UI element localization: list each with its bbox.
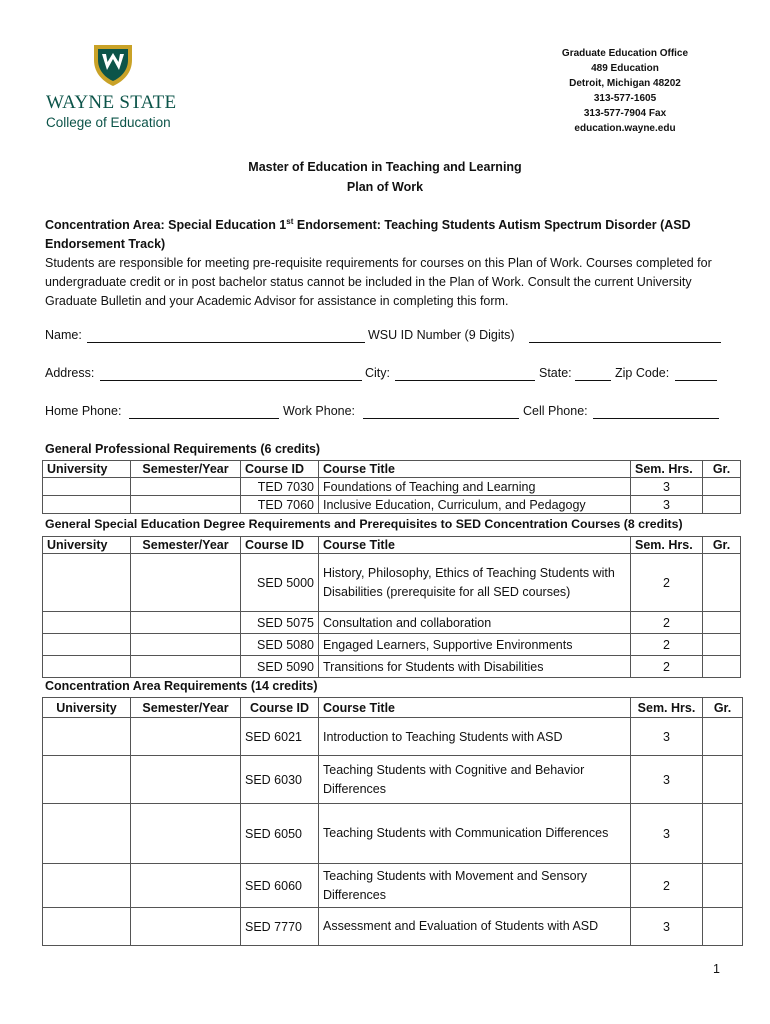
- state-label: State:: [539, 366, 572, 380]
- address-field[interactable]: [100, 366, 362, 381]
- sem-hrs: 2: [631, 656, 703, 678]
- grade-cell[interactable]: [703, 612, 741, 634]
- page-number: 1: [713, 962, 720, 976]
- col-grade: Gr.: [703, 537, 741, 554]
- university-cell[interactable]: [43, 634, 131, 656]
- table-row: [43, 612, 741, 634]
- col-grade: Gr.: [703, 461, 741, 478]
- col-semester: Semester/Year: [131, 698, 241, 718]
- office-address: [545, 46, 705, 136]
- grade-cell[interactable]: [703, 756, 743, 804]
- sem-hrs: 3: [631, 478, 703, 496]
- course-id: SED 5075: [241, 612, 319, 634]
- semester-cell[interactable]: [131, 908, 241, 946]
- course-id: SED 7770: [241, 908, 319, 946]
- home-phone-label: Home Phone:: [45, 404, 122, 418]
- col-semester: Semester/Year: [131, 461, 241, 478]
- col-sem-hrs: Sem. Hrs.: [631, 537, 703, 554]
- course-title: Engaged Learners, Supportive Environments: [319, 634, 631, 656]
- university-cell[interactable]: [43, 612, 131, 634]
- table-header-row: [43, 461, 741, 478]
- concentration-suffix: Endorsement: Teaching Students Autism Spectrum Disorder (ASD Endorsement Track): [45, 218, 691, 252]
- title-line-2: Plan of Work: [346, 180, 424, 194]
- course-title: Inclusive Education, Curriculum, and Pedagogy: [319, 496, 631, 514]
- zip-label: Zip Code:: [615, 366, 670, 380]
- table-row: [43, 634, 741, 656]
- university-cell[interactable]: [43, 908, 131, 946]
- grade-cell[interactable]: [703, 718, 743, 756]
- col-course-id: Course ID: [241, 461, 319, 478]
- semester-cell[interactable]: [131, 656, 241, 678]
- university-cell[interactable]: [43, 496, 131, 514]
- grade-cell[interactable]: [703, 908, 743, 946]
- university-cell[interactable]: [43, 656, 131, 678]
- table-row: [43, 864, 743, 908]
- col-university: University: [43, 461, 131, 478]
- work-phone-label: Work Phone:: [283, 404, 356, 418]
- sem-hrs: 2: [631, 634, 703, 656]
- table-row: [43, 718, 743, 756]
- course-title: Consultation and collaboration: [319, 612, 631, 634]
- sem-hrs: 3: [631, 756, 703, 804]
- course-id: SED 6060: [241, 864, 319, 908]
- section-title-general-sped: General Special Education Degree Requirements and Prerequisites to SED Concentration Courses (8 credits): [45, 517, 683, 531]
- grade-cell[interactable]: [703, 478, 741, 496]
- col-course-title: Course Title: [319, 537, 631, 554]
- concentration-heading: [45, 212, 735, 254]
- office-line[interactable]: education.wayne.edu: [574, 123, 676, 134]
- name-field[interactable]: [87, 328, 365, 343]
- table-row: [43, 554, 741, 612]
- course-id: SED 5080: [241, 634, 319, 656]
- city-label: City:: [365, 366, 390, 380]
- course-id: TED 7060: [241, 496, 319, 514]
- university-cell[interactable]: [43, 554, 131, 612]
- grade-cell[interactable]: [703, 634, 741, 656]
- office-line: 313-577-7904 Fax: [583, 108, 667, 119]
- wsu-id-field[interactable]: [529, 328, 721, 343]
- university-cell[interactable]: [43, 804, 131, 864]
- logo-subtitle: College of Education: [46, 115, 171, 130]
- col-course-id: Course ID: [241, 698, 319, 718]
- col-university: University: [43, 698, 131, 718]
- concentration-sup: st: [286, 217, 294, 226]
- table-row: [43, 756, 743, 804]
- office-line: 313-577-1605: [593, 93, 657, 104]
- course-id: SED 5000: [241, 554, 319, 612]
- table-row: [43, 656, 741, 678]
- col-course-title: Course Title: [319, 698, 631, 718]
- semester-cell[interactable]: [131, 612, 241, 634]
- semester-cell[interactable]: [131, 496, 241, 514]
- cell-phone-field[interactable]: [593, 404, 719, 419]
- sem-hrs: 3: [631, 496, 703, 514]
- course-title: Teaching Students with Communication Differences: [319, 804, 631, 864]
- university-cell[interactable]: [43, 864, 131, 908]
- cell-phone-label: Cell Phone:: [523, 404, 588, 418]
- col-course-id: Course ID: [241, 537, 319, 554]
- wayne-state-logo: [46, 42, 206, 130]
- office-line: Detroit, Michigan 48202: [569, 78, 681, 89]
- course-id: SED 6021: [241, 718, 319, 756]
- office-line: 489 Education: [591, 63, 659, 74]
- table-row: [43, 908, 743, 946]
- course-title: Transitions for Students with Disabilities: [319, 656, 631, 678]
- address-label: Address:: [45, 366, 95, 380]
- course-title: Teaching Students with Cognitive and Behavior Differences: [319, 756, 631, 804]
- course-title: History, Philosophy, Ethics of Teaching Students with Disabilities (prerequisite for all SED courses): [319, 554, 631, 612]
- general-sped-table: [42, 536, 741, 678]
- course-title: Assessment and Evaluation of Students with ASD: [319, 908, 631, 946]
- professional-requirements-table: [42, 460, 741, 514]
- concentration-table: [42, 697, 743, 946]
- home-phone-field[interactable]: [129, 404, 279, 419]
- col-sem-hrs: Sem. Hrs.: [631, 698, 703, 718]
- col-grade: Gr.: [703, 698, 743, 718]
- state-field[interactable]: [575, 366, 611, 381]
- semester-cell[interactable]: [131, 634, 241, 656]
- intro-text: [45, 212, 735, 311]
- table-header-row: [43, 537, 741, 554]
- sem-hrs: 3: [631, 718, 703, 756]
- col-university: University: [43, 537, 131, 554]
- office-line: Graduate Education Office: [561, 48, 689, 59]
- grade-cell[interactable]: [703, 554, 741, 612]
- table-header-row: [43, 698, 743, 718]
- work-phone-field[interactable]: [363, 404, 519, 419]
- sem-hrs: 2: [631, 612, 703, 634]
- semester-cell[interactable]: [131, 756, 241, 804]
- course-title: Foundations of Teaching and Learning: [319, 478, 631, 496]
- grade-cell[interactable]: [703, 864, 743, 908]
- table-row: [43, 804, 743, 864]
- wayne-state-shield-icon: [90, 42, 136, 88]
- zip-field[interactable]: [675, 366, 717, 381]
- col-semester: Semester/Year: [131, 537, 241, 554]
- table-row: [43, 496, 741, 514]
- phone-row: [45, 404, 725, 422]
- semester-cell[interactable]: [131, 864, 241, 908]
- table-row: [43, 478, 741, 496]
- course-title: Introduction to Teaching Students with ASD: [319, 718, 631, 756]
- sem-hrs: 2: [631, 554, 703, 612]
- wsu-id-label: WSU ID Number (9 Digits): [368, 328, 515, 342]
- sem-hrs: 2: [631, 864, 703, 908]
- city-field[interactable]: [395, 366, 535, 381]
- semester-cell[interactable]: [131, 804, 241, 864]
- section-title-professional: General Professional Requirements (6 credits): [45, 442, 321, 456]
- col-sem-hrs: Sem. Hrs.: [631, 461, 703, 478]
- grade-cell[interactable]: [703, 804, 743, 864]
- course-title: Teaching Students with Movement and Sensory Differences: [319, 864, 631, 908]
- title-line-1: Master of Education in Teaching and Learning: [248, 160, 522, 174]
- semester-cell[interactable]: [131, 718, 241, 756]
- sem-hrs: 3: [631, 804, 703, 864]
- concentration-prefix: Concentration Area: Special Education 1: [45, 218, 287, 233]
- university-cell[interactable]: [43, 478, 131, 496]
- intro-body: Students are responsible for meeting pre-requisite requirements for courses on this Plan of Work. Courses completed for undergraduate credit or in post bachelor status cannot be included in the Plan of Work. Consult the current University Graduate Bulletin and your Academic Advisor for assistance in completing this form.: [45, 256, 712, 309]
- section-title-concentration: Concentration Area Requirements (14 credits): [45, 679, 318, 693]
- university-cell[interactable]: [43, 718, 131, 756]
- name-row: [45, 328, 725, 346]
- document-title: [0, 157, 770, 197]
- address-row: [45, 366, 725, 384]
- grade-cell[interactable]: [703, 656, 741, 678]
- semester-cell[interactable]: [131, 478, 241, 496]
- col-course-title: Course Title: [319, 461, 631, 478]
- course-id: TED 7030: [241, 478, 319, 496]
- sem-hrs: 3: [631, 908, 703, 946]
- grade-cell[interactable]: [703, 496, 741, 514]
- name-label: Name:: [45, 328, 82, 342]
- semester-cell[interactable]: [131, 554, 241, 612]
- university-cell[interactable]: [43, 756, 131, 804]
- course-id: SED 6050: [241, 804, 319, 864]
- course-id: SED 5090: [241, 656, 319, 678]
- logo-wordmark: WAYNE STATE: [46, 92, 177, 113]
- course-id: SED 6030: [241, 756, 319, 804]
